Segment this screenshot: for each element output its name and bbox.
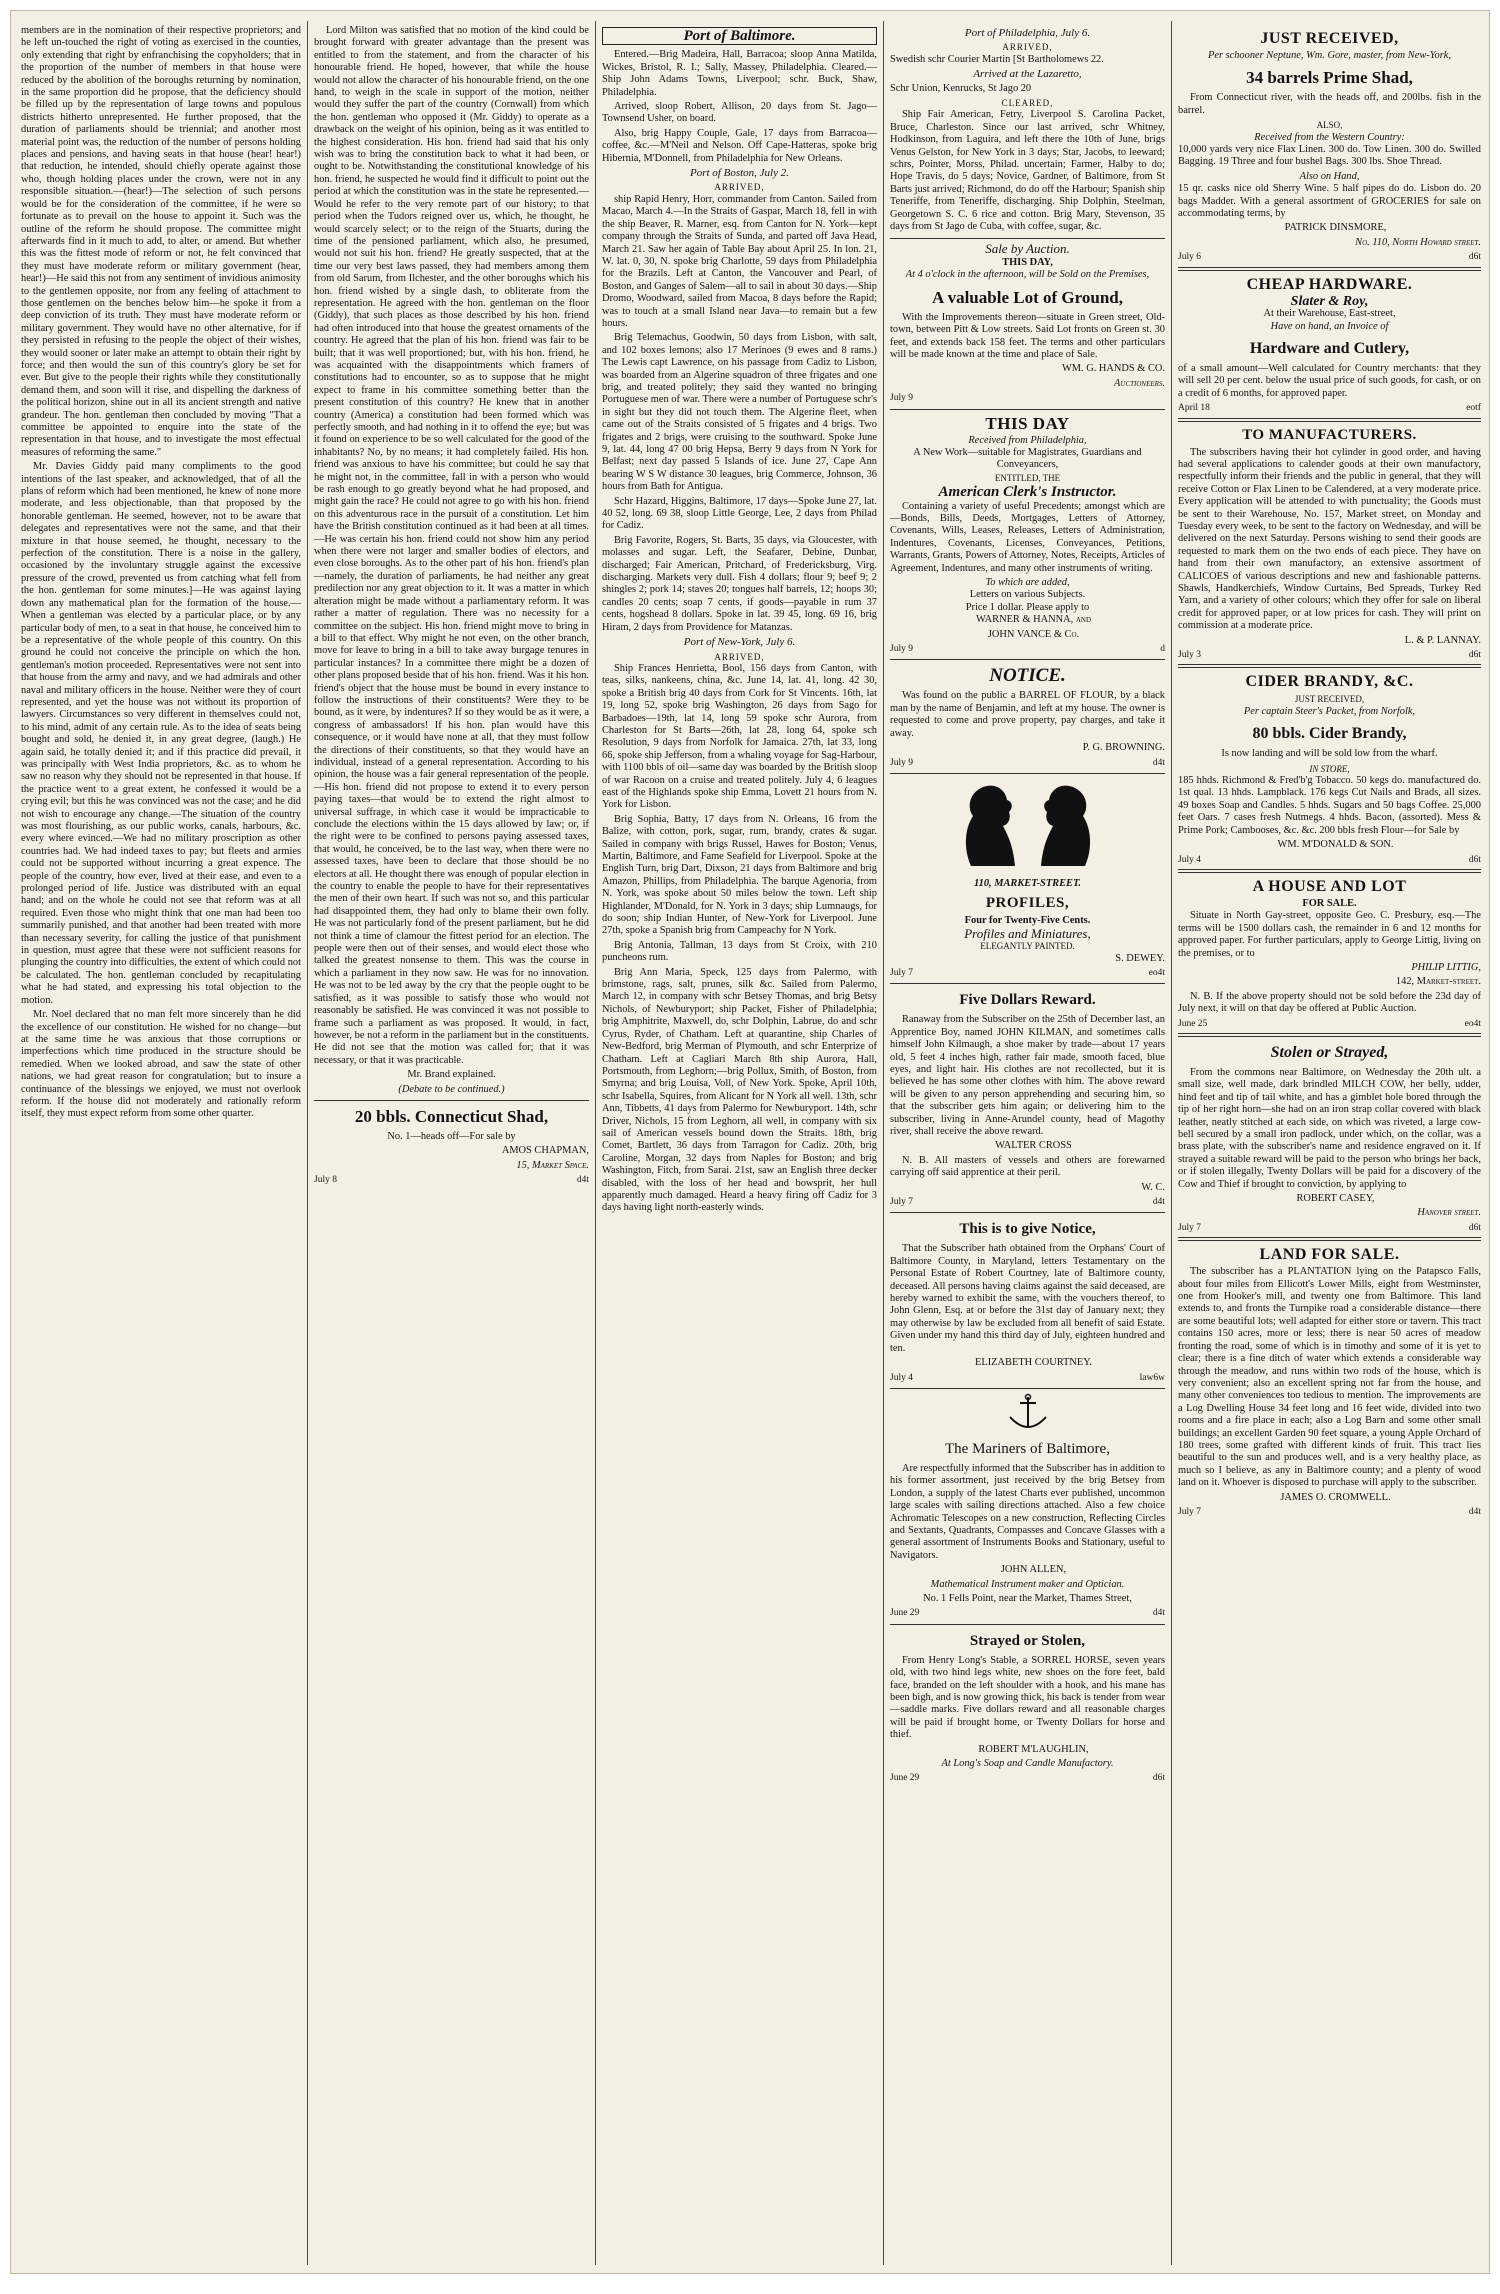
ad-dateline: July 7 d6t	[1178, 1222, 1481, 1233]
ad-heading: TO MANUFACTURERS.	[1242, 426, 1417, 443]
divider	[890, 1624, 1165, 1625]
ad-signature: JOHN ALLEN,	[1000, 1564, 1067, 1576]
ad-heading: JUST RECEIVED,	[1260, 30, 1399, 47]
ad-heading: Sale by Auction.	[985, 240, 1070, 256]
ad-heading: The Mariners of Baltimore,	[945, 1440, 1110, 1457]
ad-heading: CIDER BRANDY, &C.	[1245, 673, 1414, 691]
ad-body: From Henry Long's Stable, a SORREL HORSE, seven years old, with two hind legs white, new shoes on the fore feet, bald face, branded on the left shoulder with a hook, and his mane has been bigh, and is now growing thick, his back is tender from wear—saddle marks. Five dollars reward and all reasonable charges will be paid if brought home, or Twenty Dollars for horse and thief.	[890, 1654, 1165, 1741]
ship-anchor-illustration	[890, 1393, 1165, 1433]
shipping-paragraph: Arrived, sloop Robert, Allison, 20 days from St. Jago—Townsend Usher, on board.	[602, 101, 877, 125]
ad-address: Hanover street.	[1417, 1207, 1481, 1219]
divider	[890, 773, 1165, 774]
ad-heading: PROFILES,	[985, 895, 1070, 912]
ad-body: That the Subscriber hath obtained from the Orphans' Court of Baltimore County, in Maryland, letters Testamentary on the Personal Estate of Robert Courtney, late of Baltimore county, deceased. All persons having claims against the said deceased, are hereby warned to exhibit the same, with the vouchers thereof, to John Glenn, Esq. at or before the 31st day of January next; they may otherwise by law be excluded from all benefit of said Estate. Given under my hand this third day of July, eighteen hundred and ten.	[890, 1243, 1165, 1354]
ad-dateline: July 7 d4t	[890, 1197, 1165, 1208]
column-1	[11, 25, 307, 2261]
shipping-paragraph: Brig Favorite, Rogers, St. Barts, 35 days, via Gloucester, with molasses and sugar. Left, the Seafarer, Debine, Dunbar, discharged; Fair American, Pritchard, of Fredericksburg, Virg. discharging. Markets very dull. Fish 4 dollars; flour 9; beef 9; 2 shingles 2; pork 14; staves 20; tongues half barrels, 12; hoops 30; candles 20 cents; soap 7 cents, if goods—payable in rum 37 cents, hogshead 8 dollars. Spoke in lat. 39 45, long. 69 16, brig Hiram, 2 days from Providence for Matanzas.	[602, 534, 877, 633]
divider	[890, 238, 1165, 239]
ad-signature: W. C.	[1141, 1181, 1165, 1193]
ad-address: No. 110, North Howard street.	[1355, 236, 1481, 248]
section-header: Port of Baltimore.	[602, 27, 877, 45]
ad-dateline: July 9 d4t	[890, 757, 1165, 768]
ad-signature: L. & P. LANNAY.	[1404, 634, 1481, 646]
arrived-label: ARRIVED,	[1002, 42, 1053, 53]
ad-body: No. 1—heads off—For sale by	[387, 1130, 516, 1142]
ad-subheading: Per captain Steer's Packet, from Norfolk,	[1243, 705, 1416, 717]
shipping-paragraph: Brig Antonia, Tallman, 13 days from St Croix, with 210 puncheons rum.	[602, 939, 877, 964]
ad-signature: PHILIP LITTIG,	[1411, 961, 1481, 973]
ad-heading: This is to give Notice,	[959, 1221, 1096, 1238]
ad-heading: Strayed or Stolen,	[969, 1632, 1086, 1649]
ad-body: From the commons near Baltimore, on Wednesday the 20th ult. a small size, well made, dark brindled MILCH COW, her belly, udder, hind feet and tip of tail white, and has a gimblet hole bored through the tip of her right horn—she had on an iron strap collar covered with black leather, neatly stitched at each side, on which was riveted, a large cow-bell secured by a small iron padlock, under which, on the collar, was a brass plate, with the subscriber's name and residence engraved on it. If strayed a suitable reward will be paid to the person who brings her back, or if stolen illegally, Twenty Dollars will be paid for a discovery of the Cow and Thief if brought to conviction, by applying to	[1178, 1066, 1481, 1190]
silhouette-icon	[943, 778, 1113, 874]
ad-signature: PATRICK DINSMORE,	[1284, 222, 1387, 234]
ad-role: Auctioneers.	[1114, 377, 1165, 389]
divider	[890, 1212, 1165, 1213]
ad-subheading: To which are added,	[985, 577, 1070, 589]
column-3	[596, 25, 883, 2261]
ad-title: Hardware and Cutlery,	[1249, 339, 1410, 357]
ad-subheading: Have on hand, an Invoice of	[1270, 320, 1389, 332]
ad-subheading: ENTITLED, THE	[994, 472, 1061, 483]
port-heading: Arrived at the Lazaretto,	[973, 68, 1082, 81]
ad-subheading: Also on Hand,	[1299, 170, 1360, 182]
ad-address: 142, Market-street.	[1395, 976, 1481, 988]
ad-heading: 20 bbls. Connecticut Shad,	[354, 1106, 549, 1126]
ad-body: Are respectfully informed that the Subscriber has in addition to his former assortment, just received by the brig Betsey from London, a supply of the latest Charts ever published, uncommon large scales with sailing directions attached. Also a few choice Achromatic Telescopes on a new construction, Reflecting Circles and Sextants, Quadrants, Compasses and Concave Glasses with a general assortment of Instruments Books and Stationary, useful to Navigators.	[890, 1462, 1165, 1561]
ad-subheading: ELEGANTLY PAINTED.	[980, 941, 1075, 952]
article-paragraph: members are in the nomination of their respective proprietors; and he left un-touched the right of voting as exercised in the counties, only extending that right by enfranchising the copyholders; that in the proportion of the number of members in that house were reduced by the abolition of the boroughs returning by nomination, in the same proportion did he propose, that the deficiency should be filled up by the representation of large towns and populous districts hitherto unrepresented. He further proposed, that the duration of parliaments should be triennial; and another most material point was, the reduction of the number of persons holding places and pensions, and having seats in that house (hear! hear!) that reduction, he intended, should chiefly operate against those who, though holding places under the crown, were not in any responsible situation.—(hear!)—The selection of such persons would be for the consideration of the committee, if he were so fortunate as to prevail on the house to appoint it. Such was the outline of the reform he should propose. The committee might afterwards find in it much to add, to alter, or amend. But whether this was the fittest mode of reform or not, he felt convinced that they must have moderate reform or military government (hear, hear!)—He said this not from any sentiment of invidious animosity to the gentlemen opposite, nor from any feeling of attachment to those gentlemen on the benches below him—he spoke it from a deep conviction of its truth. They must have moderate reform or military government. They would have no other alternative, for if they persisted in refusing to the people the object of their wishes, they would sooner or later make an attempt to obtain their right by force; and then would the sun of this country's glory be set for ever. But give to the people their rights while they constitutionally demand them, and soon will it rise, and dispelling the darkness of the political horizon, shine out in all its ancient strength and native grandeur. The hon. gentleman then concluded by moving "That a committee be appointed to enquire into the state of the representation in that house, and to investigate the most effectual measures of reforming the same."	[21, 25, 301, 458]
ad-role: Mathematical Instrument maker and Optician.	[930, 1578, 1125, 1590]
ad-dateline: July 9 d	[890, 644, 1165, 655]
arrived-label: ARRIVED,	[714, 182, 765, 193]
ad-subheading: IN STORE,	[1309, 763, 1350, 774]
profile-silhouettes-illustration	[890, 778, 1165, 874]
ad-heading: Five Dollars Reward.	[959, 992, 1096, 1009]
ad-subheading: JUST RECEIVED,	[1294, 694, 1365, 705]
ad-body: 10,000 yards very nice Flax Linen. 300 do. Tow Linen. 300 do. Swilled Bagging. 19 Three and four bushel Bags. 300 lbs. Shoe Thread.	[1178, 144, 1481, 168]
ad-subheading: A New Work—suitable for Magistrates, Guardians and Conveyancers,	[913, 446, 1142, 471]
ad-signature: AMOS CHAPMAN,	[501, 1145, 589, 1157]
divider	[890, 1388, 1165, 1389]
ad-body: The subscribers having their hot cylinder in good order, and having had several applications to calender goods at their own manufactory, respectfully inform their friends and the public in general, that they will receive Cotton or Flax Linen to be Calendered, at a very moderate price. Every application will be attended to with punctuality; the Goods must be sent to their Warehouse, No. 157, Market street, on Monday and Tuesday every week, to be sent to the factory on Wednesday, and will be delivered on the next Saturday. Persons wishing to send their goods are requested to mark them on the two ends of each piece. They have on hand from their own manufactory, an extensive assortment of CALICOES of various descriptions and new and fashionable patterns. Shawls, Handkerchiefs, Window Curtains, Bed Spreads, Turkey Red Yarn, and a variety of other colours; which they offer for sale on liberal credit for approved paper, or at low prices for cash. They will print on commission at a moderate price.	[1178, 446, 1481, 632]
ad-body: of a small amount—Well calculated for Country merchants: that they will sell 20 per cent. below the usual price of such goods, for cash, or on a credit of 6 months, for approved paper.	[1178, 362, 1481, 399]
ad-address: 15, Market Space.	[516, 1159, 589, 1171]
ad-heading: A HOUSE AND LOT	[1252, 877, 1407, 895]
ad-dateline: July 9	[890, 393, 913, 404]
divider	[314, 1100, 589, 1101]
ad-title: American Clerk's Instructor.	[938, 484, 1117, 501]
arrived-label: ARRIVED,	[714, 651, 765, 662]
column-5	[1172, 25, 1490, 2261]
divider	[890, 983, 1165, 984]
port-heading: Port of Boston, July 2.	[690, 167, 789, 180]
ad-dateline: July 4 law6w	[890, 1372, 1165, 1383]
ad-dateline: July 6 d6t	[1178, 252, 1481, 263]
ad-subheading: Four for Twenty-Five Cents.	[964, 915, 1091, 927]
ad-dateline: April 18 eotf	[1178, 403, 1481, 414]
debate-continued: (Debate to be continued.)	[398, 1083, 505, 1095]
ad-heading: THIS DAY	[985, 413, 1070, 433]
ad-dateline: July 8 d4t	[314, 1175, 589, 1186]
shipping-paragraph: Brig Sophia, Batty, 17 days from N. Orleans, 16 from the Balize, with cotton, pork, sugar, rum, brandy, crates & sugar. Sailed in company with brigs Russel, Hawes for Boston; Venus, Martin, Baltimore, and Fame Seafield for Liverpool. Spoke at the English Turn, brig Dart, Dixson, 21 days from Baltimore and brig Amazon, Phillips, from Philadelphia. The barque Agenoria, from N. York, was spoke about 50 miles below the town. Left ship Highlander, M'Donald, for N. York in 3 days; ship Lumnaugs, for do soon; ship Indian Hunter, of New-York for Liverpool. June 27th, spoke a Spanish brig from Campeachy for N York.	[602, 813, 877, 937]
ad-title: 34 barrels Prime Shad,	[1246, 68, 1413, 88]
ad-signature: WM. G. HANDS & CO.	[1061, 363, 1165, 375]
column-4	[884, 25, 1171, 2261]
ad-body: N. B. If the above property should not be sold before the 23d day of July next, it will on that day be offered at Public Auction.	[1178, 990, 1481, 1015]
divider	[890, 659, 1165, 660]
divider	[1178, 1033, 1481, 1037]
shipping-paragraph: Swedish schr Courier Martin [St Bartholomews 22.	[890, 53, 1104, 65]
ad-signature: P. G. BROWNING.	[1082, 742, 1165, 754]
article-paragraph: Mr. Noel declared that no man felt more sincerely than he did the excellence of our constitution. He wished for no change—but at the same time he was anxious that those corruptions or imperfections which time produced in the structure should be remedied. When we looked abroad, and saw the state of other nations, we had great reason for congratulation; but to insure a continuance of the blessings we enjoyed, we must not overlook reform. If the house did not moderately and rationally reform itself, they must expect reform from some other quarter.	[21, 1009, 301, 1120]
ad-dateline: July 7 eo4t	[890, 967, 1165, 978]
ad-address: At Long's Soap and Candle Manufactory.	[941, 1758, 1114, 1770]
ad-subheading: Profiles and Miniatures,	[964, 925, 1091, 941]
article-paragraph: Mr. Davies Giddy paid many compliments to the good intentions of the last speaker, and acknowledged, that of all the plans of reform which had been mentioned, he knew of none more moderate, and less objectionable, than that proposed by the honorable gentleman. He seemed, however, not to be aware that delegates and representatives were not the same, and that their mixture in that house seemed, he thought, necessary to the perfection of the constitution. There is a noise in the gallery, occasioned by the involuntary struggle against the excessive pressure of the crowd, prevented us from catching what fell from the hon. gentleman for some minutes.]—He was against laying down any mathematical plan for the formation of the house.—When a gentleman was elected by a particular place, or by any particular body of men, to a seat in that house, he conceived him to be a representative of the whole people of this country. On this ground he could not conceive the principle on which the hon. gentleman's motion proceeded. Representatives were not sent into that house from the army and navy, and we had admirals and other naval and military officers in the house. Neither were they of court represented, and yet the house was not without its proportion of lawyers. Circumstances so very different in themselves could not, to his mind, admit of any certain rule. As to the idea of seats being bought and sold, he denied it, in any great degree, (laugh.) He again said, he totally denied it; and if this practice did prevail, it was principally with West India proprietors, &c. as to whom he saw no reason why they should not be represented in that house. If the practice went to a great extent, he confessed it would be a crying evil; but this he was convinced was not the case; and he did not wish to encourage any change.—The situation of the country was most flourishing, as our public works, canals, harbours, &c. every where evinced.—We had no military proscription as other countries had. We had indeed taxes to pay; but fleets and armies could not be supported without incurring a great expence. The people of the country, how ever, lived at their ease, and even to a prolonged period of life. Justice was distributed with an equal hand; and on the whole he could not see that reform was at all required. Even those who might think that one man had been too summarily punished, and that another had been treated with more than necessary severity, for calling the justice of that punishment in question, must agree that these were not sufficient reasons for plunging the country into difficulties, the extent of which could not be calculated. The hon. gentleman concluded by recapitulating what he had stated, and expressing his total objection to the motion.	[21, 461, 301, 1006]
ad-address: No. 1 Fells Point, near the Market, Thames Street,	[923, 1592, 1132, 1604]
ad-heading: CHEAP HARDWARE.	[1246, 275, 1413, 293]
ad-body: The subscriber has a PLANTATION lying on the Patapsco Falls, about four miles from Ellicott's Lower Mills, eight from Westminster, one from Hooker's mill, and twenty one from Baltimore. This land extends to, and fronts the Turnpike road a considerable distance—there are some beautiful lots; well adapted for either store or tavern. This tract contains 150 acres, more or less; there is near 50 acres of meadow fronting the road, some of which is in timothy and some of it is yet to clear; there is a fine ditch of water which extends a considerable way through the meadow, and runs within two rods of the house, which is very convenient; also an excellent spring not far from the house, and many other conveniences too tedious to mention. The improvements are a Log Dwelling House 34 feet long and 16 feet wide, divided into two rooms and a fire place in each; also a Log Barn and some other small buildings; an excellent Garden 90 feet square, a young Apple Orchard of 180 trees, some grafted with different kinds of fruit. This tract lies beautiful to the sun and produces well, and is a very healthy place, as much so I believe, as any in Baltimore county; and a plenty of wood land on it. Whoever is disposed to purchase will apply to the subscriber.	[1178, 1266, 1481, 1489]
shipping-paragraph: Brig Ann Maria, Speck, 125 days from Palermo, with brimstone, rags, salt, prunes, silk &c. Sailed from Palermo, March 12, in company with schr Betsey Thomas, and brig Betsy Nichols, of Newburyport; ship Packet, Fisher of Philadelphia; brig Amphitrite, Maxwell, do, schr Dolphin, Labrue, do and schr Cyrus, Ryder, of Chatham. Left at quarantine, ship Charles of New-Bedford, brig Merman of Plymouth, and schr Enterprize of Chatham. Left at Cagliari March 8th ship Aurora, Hall, Portsmouth, from Leghorn;—brig Pollux, Smith, of Boston, from Smyrna; and brig Louisa, Voll, of New York. Spoke, April 10th, schr Isabella, Squires, from Alicant for N York all well. 13th, schr Ann, Tibbetts, 41 days from Palermo for Newburyport. 14th, schr Driver, Nichols, 15 from Leghorn, all well, in company with six sail of American vessels bound down the Straits. 18th, brig Comet, Bartlett, 36 days from Tarragon for Cadiz. 20th, brig Caroline, Morgan, 32 days from Naples for Boston; and brig Washington, Fitch, from Sarai. 21st, saw an English three decker disabled, with the loss of her head and bowsprit, her hull apparently much damaged. Heard a heavy firing off Cadiz for 3 days having light north-easterly winds.	[602, 966, 877, 1214]
shipping-paragraph: Ship Fair American, Fetry, Liverpool S. Carolina Packet, Bruce, Charleston. Since our last arrived, schr Whitney, Hodkinson, from Laguira, and left there the 10th of June, brigs Venus Gelston, for New York in 3 days; Star, Jacobs, to leeward; schrs, Pointer, Morss, Philad. uncertain; Farmer, Halby to do; Hope Travis, do 5 days; Novice, Gardner, of Baltimore, from St Barts just arrived; Richmond, do do off the Harbour; Spanish ship Teneriffe, from Teneriffe, discharging. Ship Dolphin, Steelman, Georgetown S. C. 6 rice and cotton. Brig Mary, Stevenson, 35 days from St Jago de Cuba, with coffee, sugar, &c.	[890, 109, 1165, 233]
ad-subheading: Received from the Western Country:	[1254, 131, 1405, 143]
ad-body: Is now landing and will be sold low from the wharf.	[1221, 748, 1438, 760]
ad-body: N. B. All masters of vessels and others are forewarned carrying off said apprentice at their peril.	[890, 1154, 1165, 1179]
newspaper-page	[10, 10, 1490, 2274]
ad-body: Was found on the public a BARREL OF FLOUR, by a black man by the name of Benjamin, and left at my house. The owner is requested to come and prove property, pay charges, and take it away.	[890, 690, 1165, 739]
ad-signature: WARNER & HANNA, and	[975, 614, 1092, 626]
shipping-paragraph: Brig Telemachus, Goodwin, 50 days from Lisbon, with salt, and 102 boxes lemons; also 17 Merinoes (9 ewes and 8 rams.) The Lewis capt Lawrence, on his passage from Cadiz to Lisbon, was boarded from an Algerine squadron of three frigates and one brig, and treated politely; they said they wanted no bringing Portuguese men of war. There were a number of Portuguese schr's in sight but they did not touch them. The Algerine fleet, when came out of the Straits consisted of 5 frigates and 4 brigs. Two frigates and 2 brigs, were cruising to the southward. Spoke June 9, lat. 44, long 47 00 brig Hepsa, Berry 9 days from N York for Belfast; next day passed 5 Islands of ice. June 27, Cape Ann bearing W S W distance 30 leagues, brig Commerce, Johnson, 36 hours from Bath for Antigua.	[602, 332, 877, 493]
divider	[1178, 1237, 1481, 1241]
ad-subheading: FOR SALE.	[1302, 897, 1357, 909]
ad-subheading: Received from Philadelphia,	[968, 434, 1087, 446]
shipping-paragraph: Schr Hazard, Higgins, Baltimore, 17 days—Spoke June 27, lat. 40 52, long. 69 38, sloop Little George, Lee, 2 days from Philad for Cadiz.	[602, 495, 877, 532]
shipping-paragraph: Entered.—Brig Madeira, Hall, Barracoa; sloop Anna Matilda, Wickes, Bristol, R. I.; Sally, Massey, Philadelphia. Cleared.—Ship John Adams Towns, Liverpool; schr. Buck, Shaw, Philadelphia.	[602, 49, 877, 98]
ad-subheading: Per schooner Neptune, Wm. Gore, master, from New-York,	[1207, 50, 1451, 61]
ad-body: With the Improvements thereon—situate in Green street, Old-town, between Pitt & Low streets. Said Lot fronts on Green st. 30 feet, and extends back 158 feet. The terms and other particulars will be made known at the time and place of Sale.	[890, 311, 1165, 360]
ad-heading: Stolen or Strayed,	[1270, 1043, 1389, 1061]
ad-subheading: At 4 o'clock in the afternoon, will be Sold on the Premises,	[905, 269, 1150, 281]
ad-signature: WM. M'DONALD & SON.	[1277, 839, 1394, 851]
cleared-label: CLEARED,	[1001, 98, 1054, 109]
divider	[1178, 664, 1481, 668]
anchor-icon	[998, 1393, 1058, 1433]
divider	[1178, 267, 1481, 271]
ad-body: Containing a variety of useful Precedents; amongst which are—Bonds, Bills, Deeds, Mortgages, Letters of Attorney, Covenants, Wills, Leases, Releases, Letters of Administration, Indentures, Covenants, Licenses, Conveyances, Petitions, Warrants, Grants, Powers of Attorney, Notes, Receipts, Articles of Agreement, Indentures, and many other instruments of writing.	[890, 500, 1165, 574]
article-paragraph: Lord Milton was satisfied that no motion of the kind could be brought forward with greater advantage than the present was entitled to from the statement, and from the character of his honourable friend. He hoped, however, that while the house would not allow the character of his honourable friend, on the one hand, to weigh in the scale in support of the motion, neither would they suffer the part of the country (Cornwall) from which the hon. gentleman who opposed it (Mr. Giddy) to operate as a drawback on the weight of his opinion, being as it was entitled to the highest consideration. His hon. friend had said that his only wish was to bring the constitution back to what it had been, or ought to be. Notwithstanding the constitutional knowledge of his hon. friend, he suspected he would find it difficult to point out the period at which the constitution was in the state he represented.—Would he refer to the very remote part of our history; to that period when the Tudors reigned over us, which, he thought, he would scarcely select; or to the reign of the Stuarts, during the time of the pensioned parliament, which also, he presumed, would not suit his hon. friend? He greatly suspected, that at the time our very best laws passed, they had members among them from old Sarum, from Ilchester, and the other boroughs which his hon. friend wished by a single dash, to obliterate from the representation. He agreed with the hon. gentleman on the floor (Giddy), that such places as those described by his hon. friend had often introduced into that house the greatest ornaments of the country. He agreed that the plan of his hon. friend was fair to be built; that it was well proportioned; but, with his hon. friend, he was acquainted with the disappointments which framers of constitutions had to encounter, so as to suppose that he might expect to frame in his committee something better than the present constitution of this country? He knew that in another country (America) a constitution had been formed which was perfectly smooth, and had nothing in it to offend the eye; but was it found on experience to be so well calculated for the good of the inhabitants? No, by no means; it had completely failed. His hon. friend was anxious to have his committee; but could he say that he might not, in the committee, fall in with a person who would be rash enough to go greatly beyond what he had proposed, and might gain the race? He could not agree to go with his hon. friend on this adventurous race in the pursuit of a constitution. Let him have the British constitution continued as it had been at all times.—He was certain his hon. friend could not show him any period when there were not larger and smaller bodies of electors, and even close boroughs. As to the other part of his hon. friend's plan—namely, the duration of parliaments, he had neither any great predilection nor any great objection to it. It was a matter in which alteration might be made without a parliamentary reform. It was rather a matter of regulation. There was no necessity for a committee on the subject. His hon. friend might move to bring in a bill to that effect. Why might he not even, on the other branch, move for leave to bring in a bill to take away burgage tenures in particular instances? In a committee there might be a dozen of other plans proposed beside that of his hon. friend. Was it his hon. friend's object that the house must be bound in every instance to follow the instructions of their constituents? Were they to be bound, as it were, by indentures? If so they would be as it were, a congress of ambassadors! If his hon. plan would have this consequence, or it would have none at all, that they must follow the directions of their constituents, so that they would have an individual, instead of a general representation. According to his opinion, the house was a fair general representation of the people.—His hon. friend did not propose to extend it to every person paying taxes—that would be to extend the right almost to universal suffrage, in which case it would be impracticable to conclude the elections within the 15 days allowed by law; or, if the right were to be confined to persons paying assessed taxes, that would, he conceived, be to the last way, when there were no assessed taxes, have been to declare that those should be no electors at all. He thought there was enough of popular election in the country to enable the people to have for their representatives the men of their own heart. If such was not so, and this particular had disappointed them, they had only to blame their own folly. He was not particularly fond of the present parliament, but he did not think a time of clamour the fittest period for an election. The people were then out of their senses, and would elect those who talked the greatest nonsense to them. This was the course in which a parliament in they now saw. He was for no innovation. He was not to be led away by the cry that the people ought to be satisfied, as it was possible to satisfy those who would not reasonably be satisfied. He was convinced it was not possible to frame such a parliament as was proposed. It would, in fact, however, be not a reform in the parliament but in the constituents. He did not see that the motion was called for; that it was necessary, or that it was practicable.	[314, 25, 589, 1066]
ad-heading: LAND FOR SALE.	[1259, 1246, 1400, 1264]
ad-dateline: July 3 d6t	[1178, 650, 1481, 661]
ad-dateline: July 4 d6t	[1178, 854, 1481, 865]
ad-signature: S. DEWEY.	[1115, 952, 1165, 964]
ad-body: 15 qr. casks nice old Sherry Wine. 5 half pipes do do. Lisbon do. 20 bags Madder. With a general assortment of GROCERIES for sale on accommodating terms, by	[1178, 183, 1481, 220]
ad-title: A valuable Lot of Ground,	[932, 287, 1123, 307]
shipping-paragraph: ship Rapid Henry, Horr, commander from Canton. Sailed from Macao, March 4.—In the Straits of Gaspar, March 18, fell in with the ship Beaver, R. Marner, esq. from Canton for N. York—kept company through the Straits of Sunda, and parted off Java Head, March 21. Saw her again of Table Bay about April 25. In lon. 21, W. lat. 0, 30, N. spoke brig Charlotte, 59 days from Philadelphia for the Brazils. Left at Canton, the Vancouver and Pearl, of Boston, and Ganges of Salem—all to sail in about 30 days.—Ship Dromo, Woodward, sailed from Macoa, 8 days before the Rapid; was to touch at a small Island near Java—to remain but a few hours.	[602, 193, 877, 329]
ad-signature: ELIZABETH COURTNEY.	[975, 1357, 1092, 1369]
ad-dateline: June 25 eo4t	[1178, 1018, 1481, 1029]
ad-dateline: July 7 d4t	[1178, 1506, 1481, 1517]
article-paragraph: Mr. Brand explained.	[407, 1069, 496, 1081]
ad-title: 80 bbls. Cider Brandy,	[1252, 725, 1407, 743]
divider	[1178, 418, 1481, 422]
ad-body: From Connecticut river, with the heads off, and 200lbs. fish in the barrel.	[1178, 92, 1481, 116]
ad-subheading: At their Warehouse, East-street,	[1263, 308, 1396, 320]
ad-subheading: THIS DAY,	[1002, 256, 1053, 268]
ad-body: Situate in North Gay-street, opposite Geo. C. Presbury, esq.—The terms will be 1500 dollars cash, the remainder in 6 and 12 months for approved paper. For further particulars, apply to George Littig, living on the premises, or to	[1178, 910, 1481, 959]
shipping-paragraph: Also, brig Happy Couple, Gale, 17 days from Barracoa—coffee, &c.—M'Neil and Nelson. Off Cape-Hatteras, spoke brig Hibernia, M'Donnell, from Philadelphia for New Orleans.	[602, 127, 877, 164]
column-2	[308, 25, 595, 2261]
ad-dateline: June 29 d6t	[890, 1773, 1165, 1784]
ad-subheading: ALSO,	[1316, 120, 1343, 131]
ad-signature: ROBERT CASEY,	[1296, 1193, 1375, 1205]
ad-subheading: Letters on various Subjects.	[969, 589, 1086, 601]
ad-signature: ROBERT M'LAUGHLIN,	[978, 1743, 1089, 1755]
shipping-paragraph: Ship Frances Henrietta, Bool, 156 days from Canton, with teas, silks, nankeens, china, &c. June 14, lat. 41, long. 42 30, spoke a British brig 40 days from Cork for St Vincents. 16th, lat 19, long 52, spoke brig Washington, 26 days from Sago for Barbadoes—19th, lat 14, long 59 spoke schr Aurora, from Charleston for St Barts—26th, lat 28, long 64, spoke sch Resolution, 9 days from Norfolk for Jamaica. 27th, lat 33, long 66, spoke ship Jefferson, from a whaling voyage for Sag-Harbour, with 1100 bbls of oil—same day was boarded by the British sloop of war Racoon on a cruise and treated politely. July 4, 6 leagues east of the Highlands spoke ship Emma, Lovett 21 hours from N. York for Lisbon.	[602, 662, 877, 811]
ad-signature: WALTER CROSS	[995, 1140, 1072, 1152]
ad-signature: JAMES O. CROMWELL.	[1280, 1491, 1391, 1503]
ad-signature: JOHN VANCE & Co.	[987, 628, 1080, 640]
ad-body: Ranaway from the Subscriber on the 25th of December last, an Apprentice Boy, named JOHN KILMAN, and sometimes calls himself John Kilmaugh, a shoe maker by trade—about 17 years old, 5 feet 4 inches high, rather fair made, smooth faced, blue eyes, and light hair. His clothes are not recollected, but it is believed he has some other clothes with him. The above reward will be given to any person apprehending and securing him, so that the subscriber gets him again; or delivering him to the subscriber, living in Anne-Arundel county, head of Magothy river, shall receive the above reward.	[890, 1014, 1165, 1137]
ad-subheading: Price 1 dollar. Please apply to	[965, 601, 1090, 613]
divider	[1178, 869, 1481, 873]
ad-heading: NOTICE.	[989, 665, 1066, 687]
ad-dateline: June 29 d4t	[890, 1608, 1165, 1619]
divider	[890, 409, 1165, 410]
shipping-paragraph: Schr Union, Kenrucks, St Jago 20	[890, 82, 1032, 94]
port-heading: Port of New-York, July 6.	[683, 636, 796, 649]
ad-subheading: Slater & Roy,	[1290, 293, 1369, 309]
port-heading: Port of Philadelphia, July 6.	[964, 27, 1091, 39]
ad-body: 185 hhds. Richmond & Fred'b'g Tobacco. 50 kegs do. manufactured do. 1st qual. 13 hhds. Lampblack. 176 kegs Cut Nails and Brads, all sizes. 49 boxes Soap and Candles. 5 hhds. Sugars and 50 bags Coffee. 25,000 feet Oars. 7 cases fresh Nutmegs. 4 hhds. Bacon, (assorted). Mess & Prime Pork; Cambooses, &c. &c. 200 bbls fresh Flour—for Sale by	[1178, 775, 1481, 836]
ad-address: 110, MARKET-STREET.	[974, 877, 1081, 889]
